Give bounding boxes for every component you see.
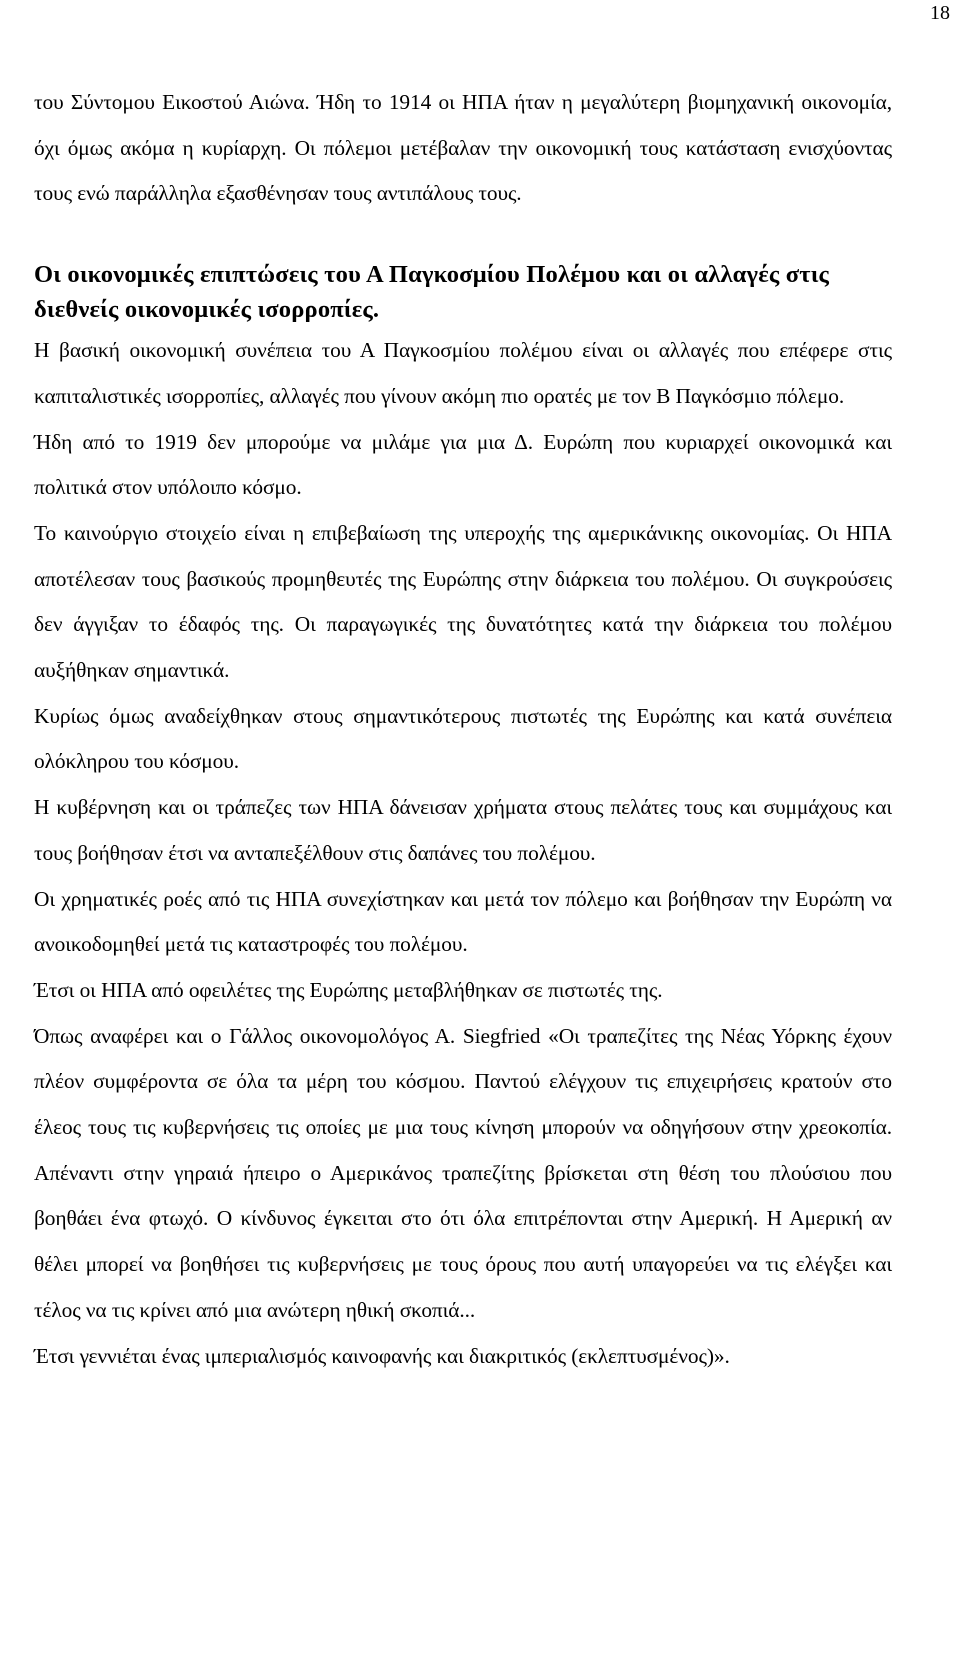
paragraph-loans: Η κυβέρνηση και οι τράπεζες των ΗΠΑ δάνεισαν χρήματα στους πελάτες τους και συμμάχους και τους βοήθησαν έτσι να ανταπεξέλθουν στις δαπάνες του πολέμου.: [34, 795, 892, 865]
paragraph-creditors: Κυρίως όμως αναδείχθηκαν στους σημαντικότερους πιστωτές της Ευρώπης και κατά συνέπεια ολόκληρου του κόσμου.: [34, 703, 892, 774]
paragraph-debtors-to-creditors: Έτσι οι ΗΠΑ από οφειλέτες της Ευρώπης μεταβλήθηκαν σε πιστωτές της.: [34, 977, 663, 1002]
paragraph-consequence: Η βασική οικονομική συνέπεια του Α Παγκοσμίου πολέμου είναι οι αλλαγές που επέφερε στις καπιταλιστικές ισορροπίες, αλλαγές που γίνουν ακόμη πιο ορατές με τον Β Παγκόσμιο πόλεμο.: [34, 338, 892, 408]
section-heading: Οι οικονομικές επιπτώσεις του Α Παγκοσμίου Πολέμου και οι αλλαγές στις διεθνείς οικονομικές ισορροπίες.: [34, 261, 830, 324]
document-page: [34, 80, 892, 1379]
page-number: 18: [930, 2, 950, 24]
paragraph-us-superiority: Το καινούργιο στοιχείο είναι η επιβεβαίωση της υπεροχής της αμερικάνικης οικονομίας. Οι ΗΠΑ αποτέλεσαν τους βασικούς προμηθευτές της Ευρώπης στην διάρκεια του πολέμου. Οι συγκρούσεις δεν άγγιξαν το έδαφός της. Οι παραγωγικές της δυνατότητες κατά την διάρκεια του πολέμου αυξήθηκαν σημαντικά.: [34, 520, 892, 683]
paragraph-siegfried-quote: Όπως αναφέρει και ο Γάλλος οικονομολόγος Α. Siegfried «Οι τραπεζίτες της Νέας Υόρκης έχουν πλέον συμφέροντα σε όλα τα μέρη του κόσμου. Παντού ελέγχουν τις επιχειρήσεις κρατούν στο έλεος τους τις κυβερνήσεις τις οποίες με μια τους κίνηση μπορούν να οδηγήσουν στην χρεοκοπία. Απέναντι στην γηραιά ήπειρο ο Αμερικάνος τραπεζίτης βρίσκεται στη θέση του πλούσιου που βοηθάει ένα φτωχό. Ο κίνδυνος έγκειται στο ότι όλα επιτρέπονται στην Αμερική. Η Αμερική αν θέλει μπορεί να βοηθήσει τις κυβερνήσεις με τους όρους που αυτή υπαγορεύει να τις ελέγξει και τέλος να τις κρίνει από μια ανώτερη ηθική σκοπιά...: [34, 1023, 892, 1322]
paragraph-europe: Ήδη από το 1919 δεν μπορούμε να μιλάμε για μια Δ. Ευρώπη που κυριαρχεί οικονομικά και πολιτικά στον υπόλοιπο κόσμο.: [34, 429, 892, 500]
paragraph-imperialism: Έτσι γεννιέται ένας ιμπεριαλισμός καινοφανής και διακριτικός (εκλεπτυσμένος)».: [34, 1343, 730, 1368]
paragraph-money-flows: Οι χρηματικές ροές από τις ΗΠΑ συνεχίστηκαν και μετά τον πόλεμο και βοήθησαν την Ευρώπη να ανοικοδομηθεί μετά τις καταστροφές του πολέμου.: [34, 886, 892, 957]
intro-paragraph: του Σύντομου Εικοστού Αιώνα. Ήδη το 1914 οι ΗΠΑ ήταν η μεγαλύτερη βιομηχανική οικονομία, όχι όμως ακόμα η κυρίαρχη. Οι πόλεμοι μετέβαλαν την οικονομική τους κατάσταση ενισχύοντας τους ενώ παράλληλα εξασθένησαν τους αντιπάλους τους.: [34, 90, 892, 206]
